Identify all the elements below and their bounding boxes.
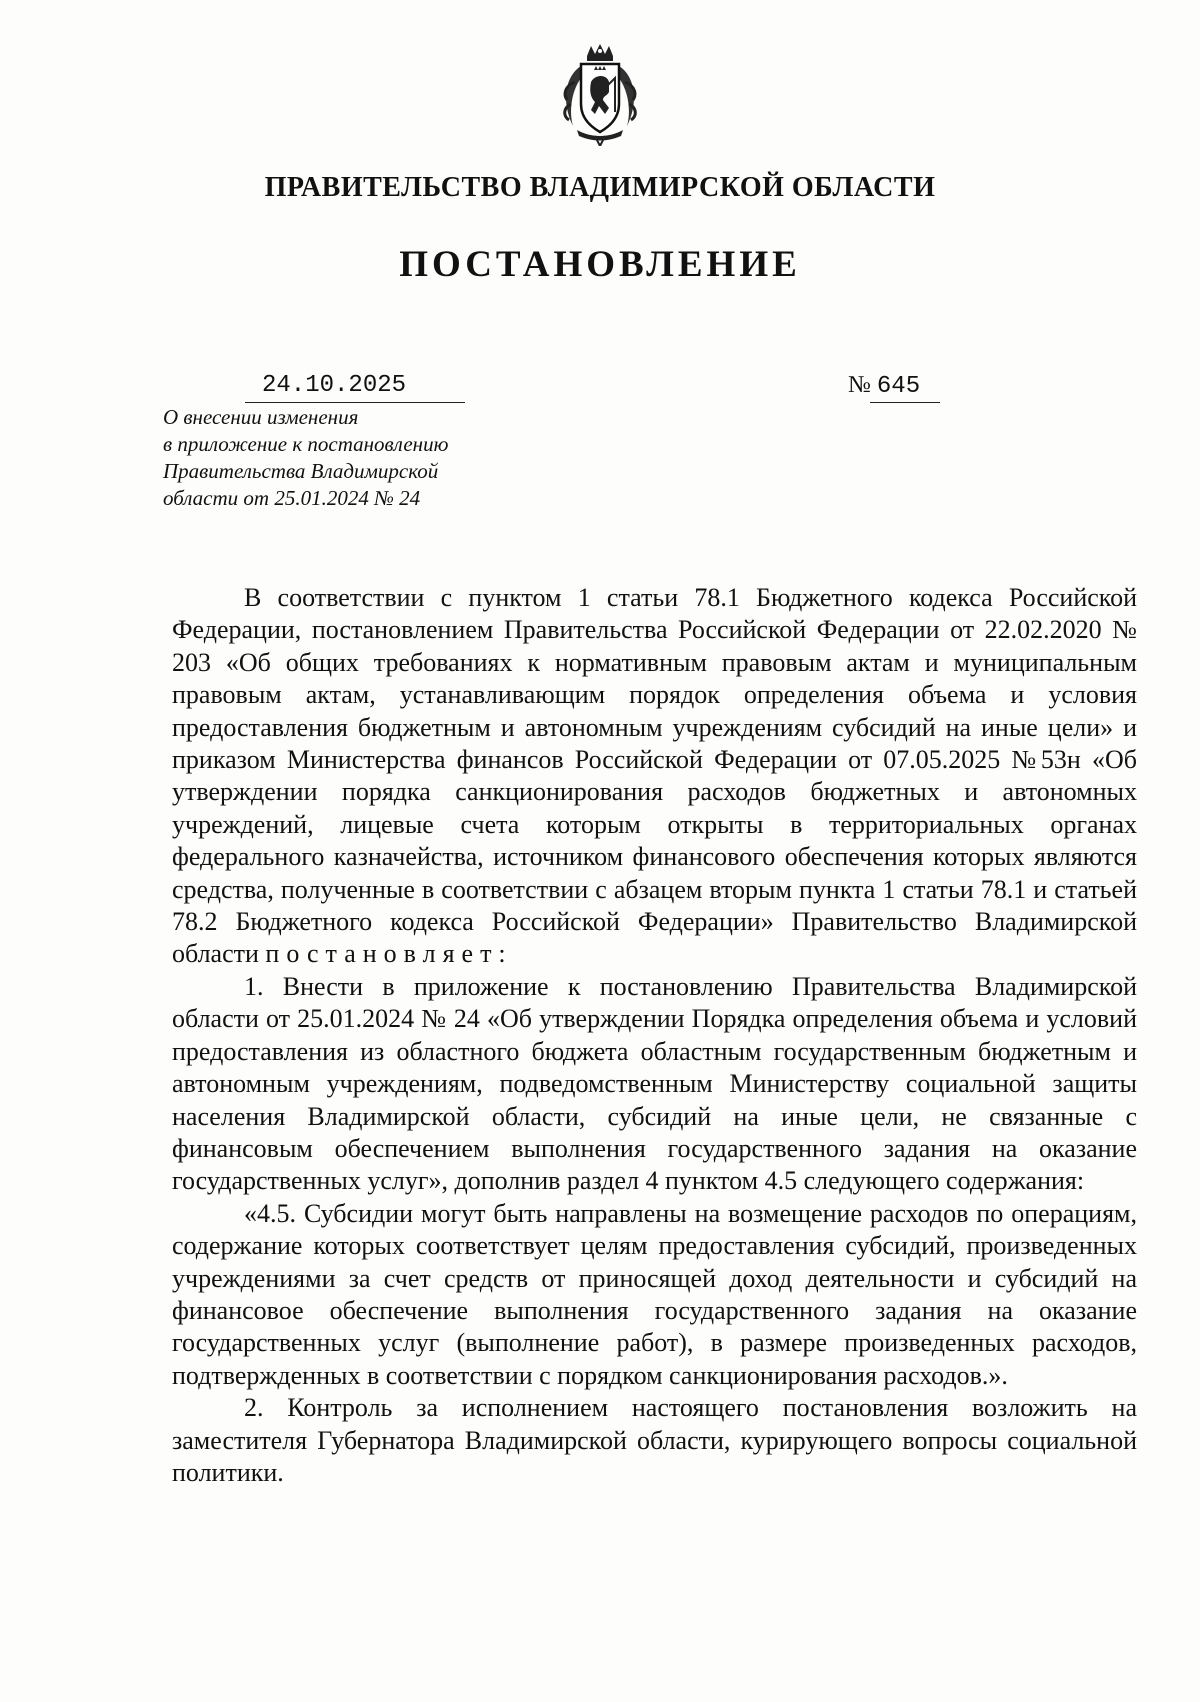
coat-of-arms-icon bbox=[551, 42, 649, 146]
date-underline bbox=[245, 402, 465, 403]
document-number bbox=[848, 372, 920, 400]
document-date: 24.10.2025 bbox=[262, 372, 407, 399]
subject-line: О внесении изменения bbox=[163, 405, 359, 429]
organization-title: ПРАВИТЕЛЬСТВО ВЛАДИМИРСКОЙ ОБЛАСТИ bbox=[264, 172, 936, 203]
number-underline bbox=[870, 402, 940, 403]
preamble-text: В соответствии с пунктом 1 статьи 78.1 Бюджетного кодекса Российской Федерации, постановлением Правительства Российской Федерации от 22.02.2020 № 203 «Об общих требованиях к нормативным правовым актам и муниципальным правовым актам, устанавливающим порядок определения объема и условия предоставления бюджетным и автономным учреждениям субсидий на иные цели» и приказом Министерства финансов Российской Федерации от 07.05.2025 №53н «Об утверждении порядка санкционирования расходов бюджетных и автономных учреждений, лицевые счета которым открыты в территориальных органах федерального казначейства, источником финансового обеспечения которых являются средства, полученные в соответствии с абзацем вторым пункта 1 статьи 78.1 и статьей 78.2 Бюджетного кодекса Российской Федерации» Правительство Владимирской области bbox=[172, 583, 1137, 969]
document-type-title: ПОСТАНОВЛЕНИЕ bbox=[399, 244, 801, 285]
resolves-word: постановляет: bbox=[265, 939, 513, 969]
number-value: 645 bbox=[876, 373, 921, 400]
subject-line: области от 25.01.2024 № 24 bbox=[163, 486, 421, 510]
subject-line: в приложение к постановлению bbox=[163, 432, 449, 456]
item-2-paragraph: 2. Контроль за исполнением настоящего постановления возложить на заместителя Губернатора Владимирской области, курирующего вопросы социальной политики. bbox=[172, 1393, 1137, 1487]
item-1-quote-paragraph: «4.5. Субсидии могут быть направлены на возмещение расходов по операциям, содержание которых соответствует целям предоставления субсидий, произведенных учреждениями за счет средств от приносящей доход деятельности и субсидий на финансовое обеспечение выполнения государственного задания на оказание государственных услуг (выполнение работ), в размере произведенных расходов, подтвержденных в соответствии с порядком санкционирования расходов.». bbox=[172, 1198, 1137, 1390]
number-sign: № bbox=[848, 372, 871, 398]
preamble-paragraph bbox=[172, 582, 1137, 971]
item-1-paragraph: 1. Внести в приложение к постановлению Правительства Владимирской области от 25.01.2024 № 24 «Об утверждении Порядка определения объема и условий предоставления из областного бюджета областным государственным бюджетным и автономным учреждениям, подведомственным Министерству социальной защиты населения Владимирской области, субсидий на иные цели, не связанные с финансовым обеспечением выполнения государственного задания на оказание государственных услуг», дополнив раздел 4 пунктом 4.5 следующего содержания: bbox=[172, 971, 1137, 1196]
document-subject bbox=[163, 404, 583, 512]
document-body bbox=[172, 582, 1137, 1489]
subject-line: Правительства Владимирской bbox=[163, 459, 439, 483]
